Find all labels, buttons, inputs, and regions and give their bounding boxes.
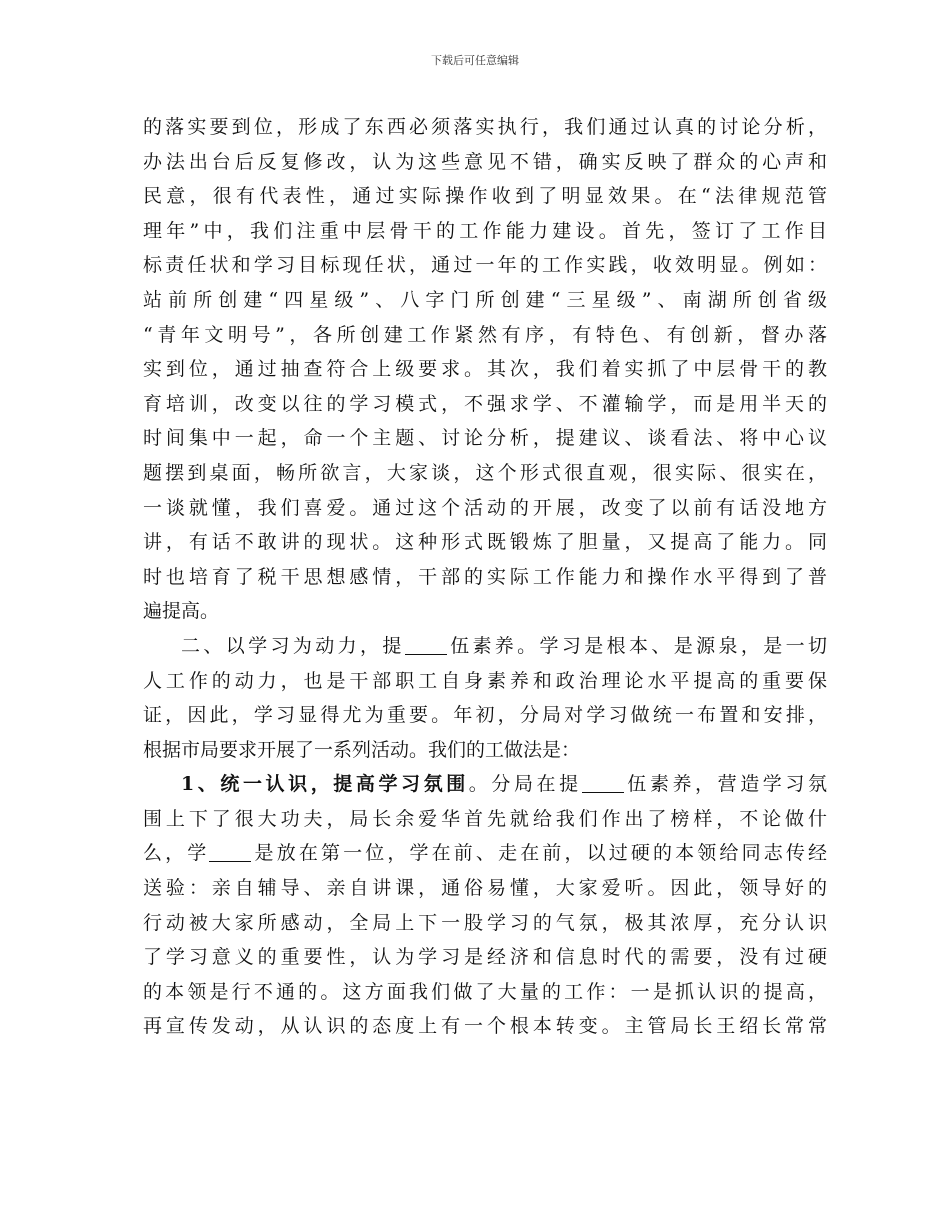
text-line: “青年文明号”，各所创建工作紧然有序，有特色、有创新，督办落 (143, 323, 827, 346)
text-line: 实到位，通过抽查符合上级要求。其次，我们着实抓了中层骨干的教 (143, 358, 827, 381)
text-line: 行动被大家所感动，全局上下一股学习的气氛，极其浓厚，充分认识 (143, 911, 827, 934)
paragraph-2 (143, 629, 827, 767)
paragraph-1 (143, 110, 827, 629)
text-line: 围上下了很大功夫，局长余爱华首先就给我们作出了榜样，不论做什 (143, 807, 827, 830)
text-fragment: 伍素养，营造学习氛 (623, 773, 827, 796)
text-line: 民意，很有代表性，通过实际操作收到了明显效果。在“法律规范管 (143, 185, 827, 208)
text-line: 时也培育了税干思想感情，干部的实际工作能力和操作水平得到了普 (143, 565, 827, 588)
text-line: 根据市局要求开展了一系列活动。我们的工做法是： (143, 738, 581, 761)
blank-underline (582, 773, 624, 793)
text-line: 证，因此，学习显得尤为重要。年初，分局对学习做统一布置和安排， (143, 704, 827, 727)
text-line: 理年”中，我们注重中层骨干的工作能力建设。首先，签订了工作目 (143, 219, 827, 242)
text-line: 的落实要到位，形成了东西必须落实执行，我们通过认真的讨论分析， (143, 116, 827, 138)
text-line: 时间集中一起，命一个主题、讨论分析，提建议、谈看法、将中心议 (143, 427, 827, 450)
text-line: 标责任状和学习目标现任状，通过一年的工作实践，收效明显。例如： (143, 254, 827, 277)
text-line: 再宣传发动，从认识的态度上有一个根本转变。主管局长王绍长常常 (143, 1015, 827, 1038)
text-line: 的本领是行不通的。这方面我们做了大量的工作：一是抓认识的提高， (143, 980, 827, 1003)
text-line (143, 629, 827, 664)
text-line: 送验：亲自辅导、亲自讲课，通俗易懂，大家爱听。因此，领导好的 (143, 877, 827, 900)
text-fragment: 二、以学习为动力，提 (181, 634, 405, 657)
text-line: 站前所创建“四星级”、八字门所创建“三星级”、南湖所创省级 (143, 288, 827, 311)
blank-underline (209, 842, 251, 862)
section-heading: 1、统一认识，提高学习氛围 (181, 773, 469, 796)
paragraph-3 (143, 767, 827, 1044)
text-line: 讲，有话不敢讲的现状。这种形式既锻炼了胆量，又提高了能力。同 (143, 531, 827, 554)
text-fragment: 是放在第一位，学在前、走在前，以过硬的本领给同志传经 (251, 842, 827, 865)
text-line: 题摆到桌面，畅所欲言，大家谈，这个形式很直观，很实际、很实在， (143, 461, 827, 484)
document-body (143, 110, 827, 1044)
text-line (143, 836, 827, 871)
text-line: 了学习意义的重要性，认为学习是经济和信息时代的需要，没有过硬 (143, 946, 827, 969)
text-fragment: 。分局在提 (468, 773, 582, 796)
text-line: 一谈就懂，我们喜爱。通过这个活动的开展，改变了以前有话没地方 (143, 496, 827, 519)
text-fragment: 么，学 (143, 842, 210, 865)
page-header: 下载后可任意编辑 (431, 54, 519, 67)
text-fragment: 伍素养。学习是根本、是源泉，是一切 (446, 634, 827, 657)
text-line: 遍提高。 (143, 600, 220, 623)
text-line (143, 767, 827, 802)
text-line: 育培训，改变以往的学习模式，不强求学、不灌输学，而是用半天的 (143, 392, 827, 415)
text-line: 办法出台后反复修改，认为这些意见不错，确实反映了群众的心声和 (143, 150, 827, 173)
text-line: 人工作的动力，也是干部职工自身素养和政治理论水平提高的重要保 (143, 669, 827, 692)
blank-underline (405, 635, 447, 655)
